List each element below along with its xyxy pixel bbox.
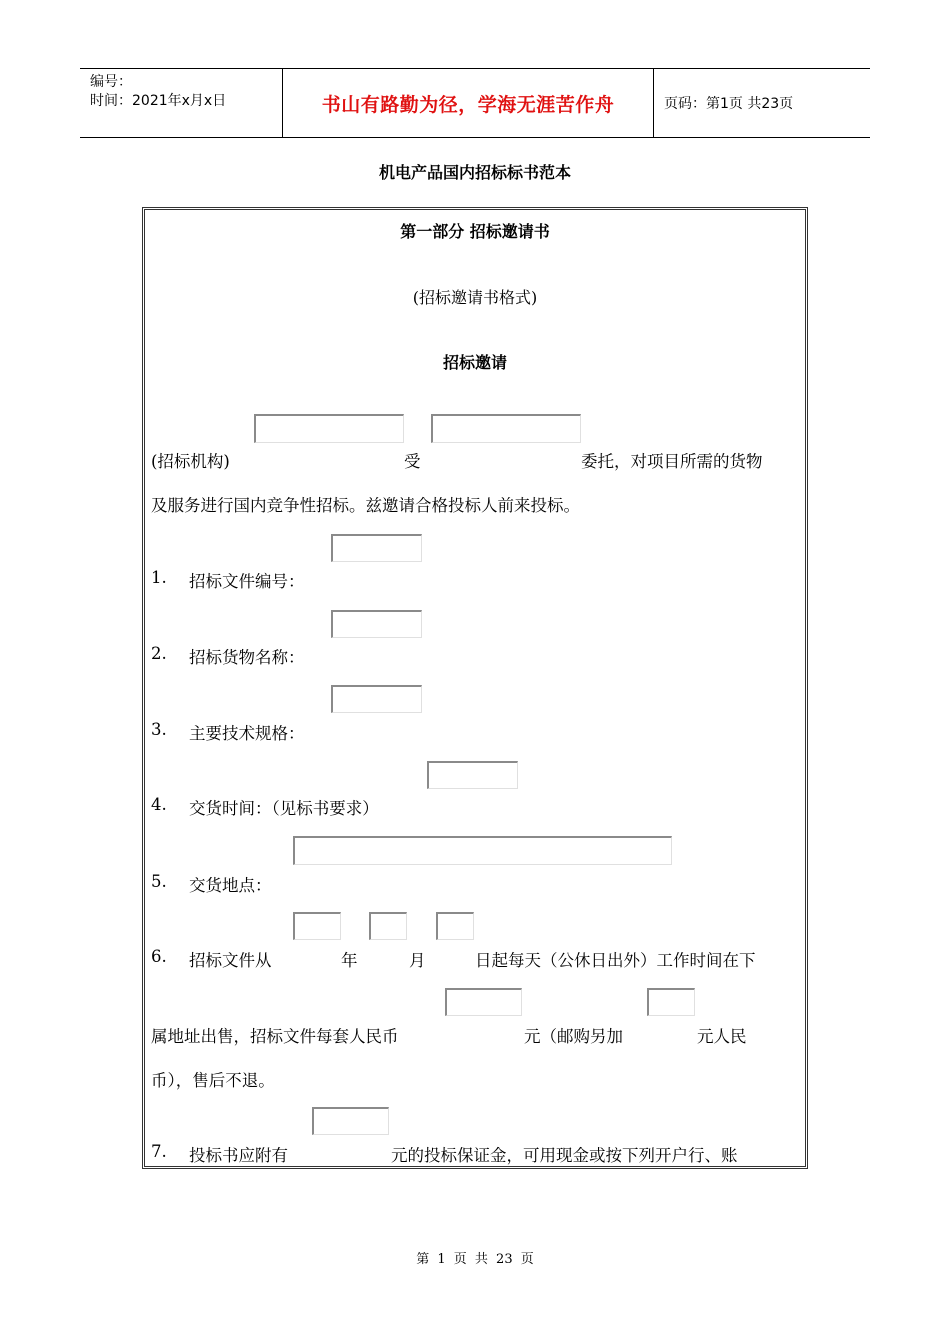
time-label: 时间：2021年x月x日 <box>90 93 227 109</box>
number-label: 编号： <box>90 74 132 90</box>
agency-name-field[interactable] <box>254 414 404 443</box>
document-title: 机电产品国内招标标书范本 <box>378 163 571 182</box>
item-6-postage-text: 元（邮购另加 <box>524 1027 623 1046</box>
postage-price-field[interactable] <box>647 988 695 1016</box>
item-2-number: 2. <box>151 644 167 663</box>
tech-spec-field[interactable] <box>331 685 422 713</box>
invitation-frame <box>142 207 808 1169</box>
client-name-field[interactable] <box>431 414 581 443</box>
page-header <box>80 68 870 138</box>
header-motto: 书山有路勤为径，学海无涯苦作舟 <box>282 69 654 137</box>
sale-year-field[interactable] <box>293 912 341 940</box>
item-3-label: 主要技术规格： <box>189 724 305 743</box>
item-6-number: 6. <box>151 947 167 966</box>
item-5-number: 5. <box>151 872 167 891</box>
sale-day-field[interactable] <box>436 912 474 940</box>
delivery-time-field[interactable] <box>427 761 518 789</box>
item-3-number: 3. <box>151 720 167 739</box>
para1-line2: 及服务进行国内竞争性招标。兹邀请合格投标人前来投标。 <box>151 496 580 515</box>
item-4-label: 交货时间：（见标书要求） <box>189 799 379 818</box>
item-6-line3: 币），售后不退。 <box>151 1071 275 1090</box>
item-7-number: 7. <box>151 1142 167 1161</box>
item-1-number: 1. <box>151 568 167 587</box>
item-6-currency-text: 元人民 <box>697 1027 747 1046</box>
header-meta <box>80 69 282 137</box>
para1-by-label: 受 <box>404 452 421 471</box>
item-6-month-label: 月 <box>409 951 426 970</box>
page-footer: 第 1 页 共 23 页 <box>416 1252 534 1267</box>
header-page-info: 页码：第1页 共23页 <box>664 96 794 112</box>
item-7-text: 元的投标保证金，可用现金或按下列开户行、账 <box>391 1146 738 1165</box>
bid-bond-field[interactable] <box>312 1107 389 1135</box>
item-5-label: 交货地点： <box>189 876 272 895</box>
item-6-day-text: 日起每天（公休日出外）工作时间在下 <box>475 951 756 970</box>
item-4-number: 4. <box>151 795 167 814</box>
tender-number-field[interactable] <box>331 534 422 562</box>
section-subtitle: (招标邀请书格式) <box>412 288 538 307</box>
item-6-year-label: 年 <box>341 951 358 970</box>
para1-entrust-text: 委托，对项目所需的货物 <box>581 452 763 471</box>
item-7-label: 投标书应附有 <box>189 1146 288 1165</box>
delivery-place-field[interactable] <box>293 836 672 865</box>
item-6-price-text: 属地址出售，招标文件每套人民币 <box>151 1027 399 1046</box>
item-6-from-label: 招标文件从 <box>189 951 272 970</box>
document-price-field[interactable] <box>445 988 522 1016</box>
item-1-label: 招标文件编号： <box>189 572 305 591</box>
invitation-title: 招标邀请 <box>442 353 507 372</box>
para1-agency-label: (招标机构) <box>151 452 230 471</box>
section-title: 第一部分 招标邀请书 <box>400 222 550 241</box>
sale-month-field[interactable] <box>369 912 407 940</box>
goods-name-field[interactable] <box>331 610 422 638</box>
item-2-label: 招标货物名称： <box>189 648 305 667</box>
